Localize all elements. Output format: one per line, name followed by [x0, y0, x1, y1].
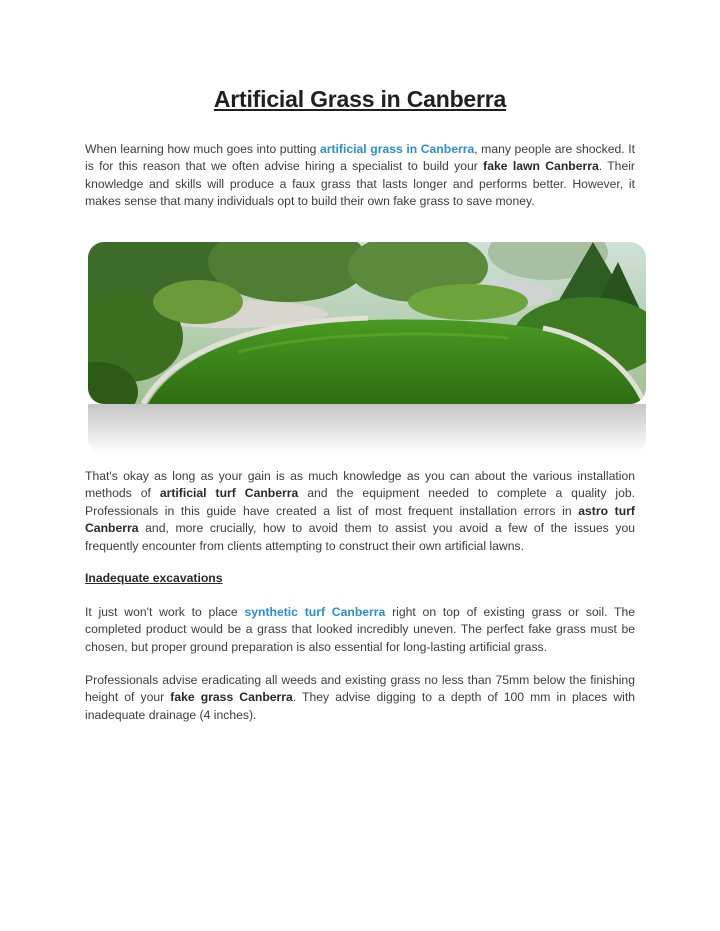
p2-text-2: and the equipment needed to complete a quality job. Professionals in this guide have created a list of most frequent installation errors in [85, 486, 636, 518]
p1-text-3: . Their knowledge and skills will produce a faux grass that lasts longer and performs better. However, it makes sense that many individuals opt to build their own fake grass to save money. [85, 159, 635, 209]
p4-text-1: Professionals advise eradicating all weeds and existing grass no less than 75mm below the finishing height of your [85, 673, 635, 705]
p1-bold-fake-lawn: fake lawn Canberra [483, 159, 599, 174]
intro-paragraph [85, 141, 635, 211]
p1-text-2: , many people are shocked. It is for this reason that we often advise hiring a specialist to build your [85, 142, 635, 174]
p4-bold-fake-grass: fake grass Canberra [170, 690, 293, 705]
p3-text-1: It just won't work to place [85, 605, 245, 619]
p2-bold-astro-turf: astro turf Canberra [85, 503, 635, 536]
garden-lawn-photo [88, 242, 646, 404]
artificial-grass-link[interactable]: artificial grass in Canberra [319, 142, 475, 156]
p2-bold-artificial-turf: artificial turf Canberra [159, 486, 299, 501]
section-heading-excavations: Inadequate excavations [85, 571, 223, 585]
depth-paragraph [85, 672, 635, 724]
synthetic-turf-link[interactable]: synthetic turf Canberra [244, 605, 386, 619]
photo-reflection [88, 404, 646, 454]
p2-text-3: and, more crucially, how to avoid them to assist you avoid a few of the issues you frequently encounter from clients attempting to construct their own artificial lawns. [85, 521, 635, 553]
excavation-paragraph [85, 604, 635, 656]
page-title: Artificial Grass in Canberra [213, 86, 507, 112]
p1-text-1: When learning how much goes into putting [85, 142, 320, 156]
p4-text-2: . They advise digging to a depth of 100 mm in places with inadequate drainage (4 inches). [85, 690, 635, 722]
garden-photo-block [88, 242, 646, 454]
methods-paragraph [85, 468, 635, 555]
p3-text-2: right on top of existing grass or soil. The completed product would be a grass that looked incredibly uneven. The perfect fake grass must be chosen, but proper ground preparation is also essential for long-lasting artificial grass. [85, 605, 635, 654]
p2-text-1: That's okay as long as your gain is as much knowledge as you can about the various installation methods of [85, 469, 635, 501]
